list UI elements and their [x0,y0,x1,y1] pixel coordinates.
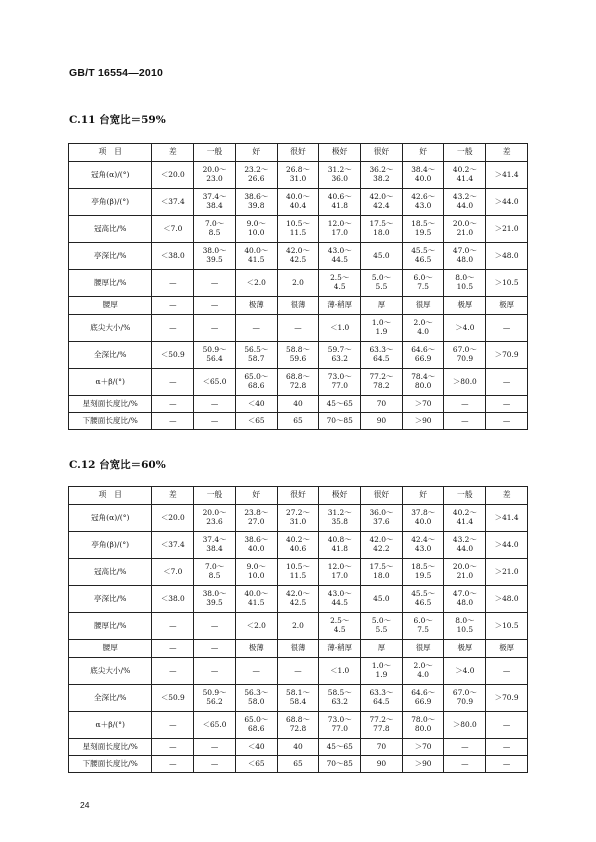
value-cell: — [194,640,236,658]
value-cell: 1.0～ 1.9 [361,658,403,685]
value-cell: — [152,396,194,413]
value-cell: — [152,270,194,297]
value-cell: 50.9～ 56.4 [194,342,236,369]
value-cell: — [444,396,486,413]
row-label-cell: 腰厚比/% [69,270,152,297]
value-cell: ＞44.0 [486,189,528,216]
value-cell: 42.4～ 43.0 [402,532,444,559]
value-cell: ＞4.0 [444,658,486,685]
value-cell: — [486,739,528,756]
header-cell: 极好 [319,487,361,505]
header-cell: 一般 [444,487,486,505]
row-label-cell: 全深比/% [69,685,152,712]
value-cell: 18.5～ 19.5 [402,559,444,586]
value-cell: ＞80.0 [444,712,486,739]
value-cell: ＜40 [235,396,277,413]
value-cell: — [486,712,528,739]
value-cell: ＜50.9 [152,685,194,712]
table-row [69,189,528,216]
value-cell: 73.0～ 77.0 [319,712,361,739]
value-cell: — [194,739,236,756]
value-cell: ＞41.4 [486,162,528,189]
value-cell: 70 [361,396,403,413]
value-cell: — [277,658,319,685]
value-cell: — [152,613,194,640]
table-c11 [68,143,528,430]
row-label-cell: 腰厚比/% [69,613,152,640]
value-cell: 47.0～ 48.0 [444,586,486,613]
value-cell: ＞21.0 [486,559,528,586]
value-cell: 78.0～ 80.0 [402,712,444,739]
value-cell: 43.0～ 44.5 [319,586,361,613]
value-cell: — [152,756,194,773]
value-cell: 17.5～ 18.0 [361,559,403,586]
value-cell: — [152,413,194,430]
header-cell: 好 [235,487,277,505]
value-cell: — [486,413,528,430]
value-cell: 68.8～ 72.8 [277,712,319,739]
row-label-cell: 全深比/% [69,342,152,369]
value-cell: 43.0～ 44.5 [319,243,361,270]
value-cell: 40.0～ 40.4 [277,189,319,216]
row-label-cell: 下腰面长度比/% [69,756,152,773]
value-cell: 23.2～ 26.6 [235,162,277,189]
value-cell: 极厚 [486,640,528,658]
value-cell: ＜37.4 [152,189,194,216]
value-cell: — [486,315,528,342]
value-cell: 38.0～ 39.5 [194,243,236,270]
row-label-cell: 底尖大小/% [69,658,152,685]
value-cell: 43.2～ 44.0 [444,189,486,216]
value-cell: 7.0～ 8.5 [194,559,236,586]
value-cell: 2.0～ 4.0 [402,315,444,342]
value-cell: 42.6～ 43.0 [402,189,444,216]
table-row [69,586,528,613]
row-label-cell: 亭角(β)/(°) [69,532,152,559]
table-row [69,413,528,430]
header-cell: 极好 [319,144,361,162]
row-label-cell: 下腰面长度比/% [69,413,152,430]
table-row [69,297,528,315]
value-cell: ＞41.4 [486,505,528,532]
value-cell: — [152,739,194,756]
row-label-cell: 冠高比/% [69,559,152,586]
value-cell: — [235,658,277,685]
value-cell: 薄-稍厚 [319,297,361,315]
header-cell: 一般 [194,487,236,505]
header-cell: 差 [152,487,194,505]
standard-code-header: GB/T 16554—2010 [69,67,164,79]
value-cell: ＜1.0 [319,315,361,342]
value-cell: ＜2.0 [235,613,277,640]
row-label-cell: α＋β/(°) [69,369,152,396]
value-cell: 70 [361,739,403,756]
value-cell: ＜38.0 [152,586,194,613]
value-cell: 45.0 [361,586,403,613]
value-cell: 40 [277,739,319,756]
value-cell: 2.5～ 4.5 [319,613,361,640]
value-cell: ＜65.0 [194,712,236,739]
value-cell: 56.3～ 58.0 [235,685,277,712]
value-cell: ＞4.0 [444,315,486,342]
table-row [69,216,528,243]
table-c12-title: C.12 台宽比＝60% [69,459,166,471]
value-cell: 2.5～ 4.5 [319,270,361,297]
value-cell: — [486,396,528,413]
value-cell: 10.5～ 11.5 [277,559,319,586]
row-label-cell: 星刻面长度比/% [69,396,152,413]
value-cell: ＞70 [402,739,444,756]
value-cell: — [444,413,486,430]
value-cell: 64.6～ 66.9 [402,685,444,712]
value-cell: ＞48.0 [486,586,528,613]
value-cell: — [277,315,319,342]
value-cell: 40.0～ 41.5 [235,586,277,613]
value-cell: — [152,297,194,315]
value-cell: 很薄 [277,640,319,658]
row-label-cell: 冠角(α)/(°) [69,162,152,189]
table-row [69,739,528,756]
value-cell: 38.6～ 39.8 [235,189,277,216]
value-cell: 12.0～ 17.0 [319,559,361,586]
value-cell: 40.0～ 41.5 [235,243,277,270]
value-cell: 38.6～ 40.0 [235,532,277,559]
table-row [69,243,528,270]
table-row [69,559,528,586]
value-cell: 78.4～ 80.0 [402,369,444,396]
header-cell: 项 目 [69,487,152,505]
value-cell: ＞21.0 [486,216,528,243]
value-cell: 极厚 [486,297,528,315]
header-cell: 差 [486,144,528,162]
value-cell: ＜20.0 [152,162,194,189]
value-cell: ＞70.9 [486,685,528,712]
value-cell: 36.2～ 38.2 [361,162,403,189]
table-c11-title: C.11 台宽比＝59% [69,114,166,126]
value-cell: 40 [277,396,319,413]
value-cell: 7.0～ 8.5 [194,216,236,243]
value-cell: ＜38.0 [152,243,194,270]
value-cell: ＜40 [235,739,277,756]
value-cell: — [152,712,194,739]
table-row [69,270,528,297]
table-row [69,369,528,396]
row-label-cell: 冠角(α)/(°) [69,505,152,532]
table-row [69,685,528,712]
value-cell: 2.0 [277,613,319,640]
value-cell: 42.0～ 42.2 [361,532,403,559]
value-cell: 1.0～ 1.9 [361,315,403,342]
value-cell: ＞90 [402,756,444,773]
table-header-row [69,487,528,505]
value-cell: 77.2～ 77.8 [361,712,403,739]
value-cell: 6.0～ 7.5 [402,270,444,297]
value-cell: ＞90 [402,413,444,430]
table-row [69,532,528,559]
value-cell: 90 [361,413,403,430]
table-row [69,342,528,369]
value-cell: ＞48.0 [486,243,528,270]
value-cell: 23.8～ 27.0 [235,505,277,532]
value-cell: 36.0～ 37.6 [361,505,403,532]
value-cell: ＜20.0 [152,505,194,532]
value-cell: 40.8～ 41.8 [319,532,361,559]
header-cell: 差 [486,487,528,505]
value-cell: 26.8～ 31.0 [277,162,319,189]
value-cell: 45～65 [319,739,361,756]
value-cell: 77.2～ 78.2 [361,369,403,396]
value-cell: 45.0 [361,243,403,270]
value-cell: 90 [361,756,403,773]
value-cell: 31.2～ 36.0 [319,162,361,189]
value-cell: ＜65 [235,413,277,430]
value-cell: 65.0～ 68.6 [235,712,277,739]
value-cell: 67.0～ 70.9 [444,342,486,369]
row-label-cell: 冠高比/% [69,216,152,243]
value-cell: 很薄 [277,297,319,315]
value-cell: 12.0～ 17.0 [319,216,361,243]
header-cell: 一般 [444,144,486,162]
value-cell: 42.0～ 42.5 [277,243,319,270]
value-cell: 27.2～ 31.0 [277,505,319,532]
value-cell: 45.5～ 46.5 [402,586,444,613]
value-cell: — [444,739,486,756]
value-cell: — [194,613,236,640]
value-cell: 5.0～ 5.5 [361,270,403,297]
header-cell: 好 [402,144,444,162]
value-cell: 37.4～ 38.4 [194,189,236,216]
value-cell: — [486,658,528,685]
value-cell: — [194,297,236,315]
table-row [69,396,528,413]
row-label-cell: 亭深比/% [69,586,152,613]
table-row [69,162,528,189]
value-cell: 58.8～ 59.6 [277,342,319,369]
table-row [69,505,528,532]
value-cell: — [486,369,528,396]
row-label-cell: 腰厚 [69,297,152,315]
value-cell: ＜2.0 [235,270,277,297]
value-cell: 65.0～ 68.6 [235,369,277,396]
value-cell: — [152,640,194,658]
row-label-cell: α＋β/(°) [69,712,152,739]
value-cell: 45.5～ 46.5 [402,243,444,270]
row-label-cell: 亭深比/% [69,243,152,270]
header-cell: 好 [402,487,444,505]
value-cell: 厚 [361,297,403,315]
value-cell: 很厚 [402,640,444,658]
table-row [69,658,528,685]
header-cell: 差 [152,144,194,162]
header-cell: 项 目 [69,144,152,162]
table-row [69,640,528,658]
value-cell: 薄-稍厚 [319,640,361,658]
value-cell: 极薄 [235,640,277,658]
table-c12 [68,486,528,773]
value-cell: 43.2～ 44.0 [444,532,486,559]
value-cell: 极厚 [444,297,486,315]
row-label-cell: 亭角(β)/(°) [69,189,152,216]
value-cell: — [152,315,194,342]
value-cell: 20.0～ 23.6 [194,505,236,532]
value-cell: — [194,756,236,773]
value-cell: ＞70 [402,396,444,413]
value-cell: 31.2～ 35.8 [319,505,361,532]
value-cell: 65 [277,413,319,430]
value-cell: 73.0～ 77.0 [319,369,361,396]
table-row [69,712,528,739]
value-cell: 很厚 [402,297,444,315]
value-cell: ＞44.0 [486,532,528,559]
value-cell: ＜7.0 [152,216,194,243]
value-cell: 59.7～ 63.2 [319,342,361,369]
value-cell: 38.4～ 40.0 [402,162,444,189]
value-cell: ＜7.0 [152,559,194,586]
row-label-cell: 底尖大小/% [69,315,152,342]
header-cell: 一般 [194,144,236,162]
table-row [69,315,528,342]
value-cell: 56.5～ 58.7 [235,342,277,369]
value-cell: ＜50.9 [152,342,194,369]
value-cell: 6.0～ 7.5 [402,613,444,640]
value-cell: 58.5～ 63.2 [319,685,361,712]
value-cell: — [152,369,194,396]
value-cell: 63.3～ 64.5 [361,342,403,369]
value-cell: 40.2～ 40.6 [277,532,319,559]
value-cell: — [235,315,277,342]
value-cell: 厚 [361,640,403,658]
value-cell: 65 [277,756,319,773]
header-cell: 很好 [277,144,319,162]
value-cell: 8.0～ 10.5 [444,613,486,640]
value-cell: — [152,658,194,685]
value-cell: 9.0～ 10.0 [235,559,277,586]
value-cell: — [444,756,486,773]
value-cell: ＜65.0 [194,369,236,396]
value-cell: 40.2～ 41.4 [444,505,486,532]
value-cell: ＜65 [235,756,277,773]
value-cell: — [194,270,236,297]
value-cell: 68.8～ 72.8 [277,369,319,396]
header-cell: 好 [235,144,277,162]
value-cell: 50.9～ 56.2 [194,685,236,712]
value-cell: 40.2～ 41.4 [444,162,486,189]
value-cell: 42.0～ 42.4 [361,189,403,216]
value-cell: ＞70.9 [486,342,528,369]
value-cell: 70～85 [319,756,361,773]
value-cell: ＞80.0 [444,369,486,396]
value-cell: — [194,658,236,685]
value-cell: 40.6～ 41.8 [319,189,361,216]
value-cell: ＜1.0 [319,658,361,685]
value-cell: 20.0～ 21.0 [444,559,486,586]
value-cell: 极厚 [444,640,486,658]
value-cell: ＜37.4 [152,532,194,559]
table-header-row [69,144,528,162]
value-cell: 20.0～ 21.0 [444,216,486,243]
value-cell: 20.0～ 23.0 [194,162,236,189]
page-number: 24 [80,800,90,810]
value-cell: 2.0 [277,270,319,297]
header-cell: 很好 [277,487,319,505]
value-cell: — [194,396,236,413]
value-cell: 47.0～ 48.0 [444,243,486,270]
value-cell: 42.0～ 42.5 [277,586,319,613]
value-cell: 极薄 [235,297,277,315]
value-cell: 64.6～ 66.9 [402,342,444,369]
value-cell: 18.5～ 19.5 [402,216,444,243]
value-cell: ＞10.5 [486,613,528,640]
value-cell: — [194,315,236,342]
value-cell: 37.4～ 38.4 [194,532,236,559]
value-cell: 10.5～ 11.5 [277,216,319,243]
value-cell: 63.3～ 64.5 [361,685,403,712]
value-cell: — [194,413,236,430]
value-cell: ＞10.5 [486,270,528,297]
value-cell: 67.0～ 70.9 [444,685,486,712]
value-cell: 70～85 [319,413,361,430]
value-cell: 58.1～ 58.4 [277,685,319,712]
header-cell: 很好 [361,487,403,505]
row-label-cell: 星刻面长度比/% [69,739,152,756]
value-cell: 8.0～ 10.5 [444,270,486,297]
value-cell: 2.0～ 4.0 [402,658,444,685]
value-cell: 37.8～ 40.0 [402,505,444,532]
header-cell: 很好 [361,144,403,162]
table-row [69,613,528,640]
value-cell: — [486,756,528,773]
value-cell: 38.0～ 39.5 [194,586,236,613]
row-label-cell: 腰厚 [69,640,152,658]
table-row [69,756,528,773]
value-cell: 9.0～ 10.0 [235,216,277,243]
value-cell: 17.5～ 18.0 [361,216,403,243]
value-cell: 45～65 [319,396,361,413]
value-cell: 5.0～ 5.5 [361,613,403,640]
